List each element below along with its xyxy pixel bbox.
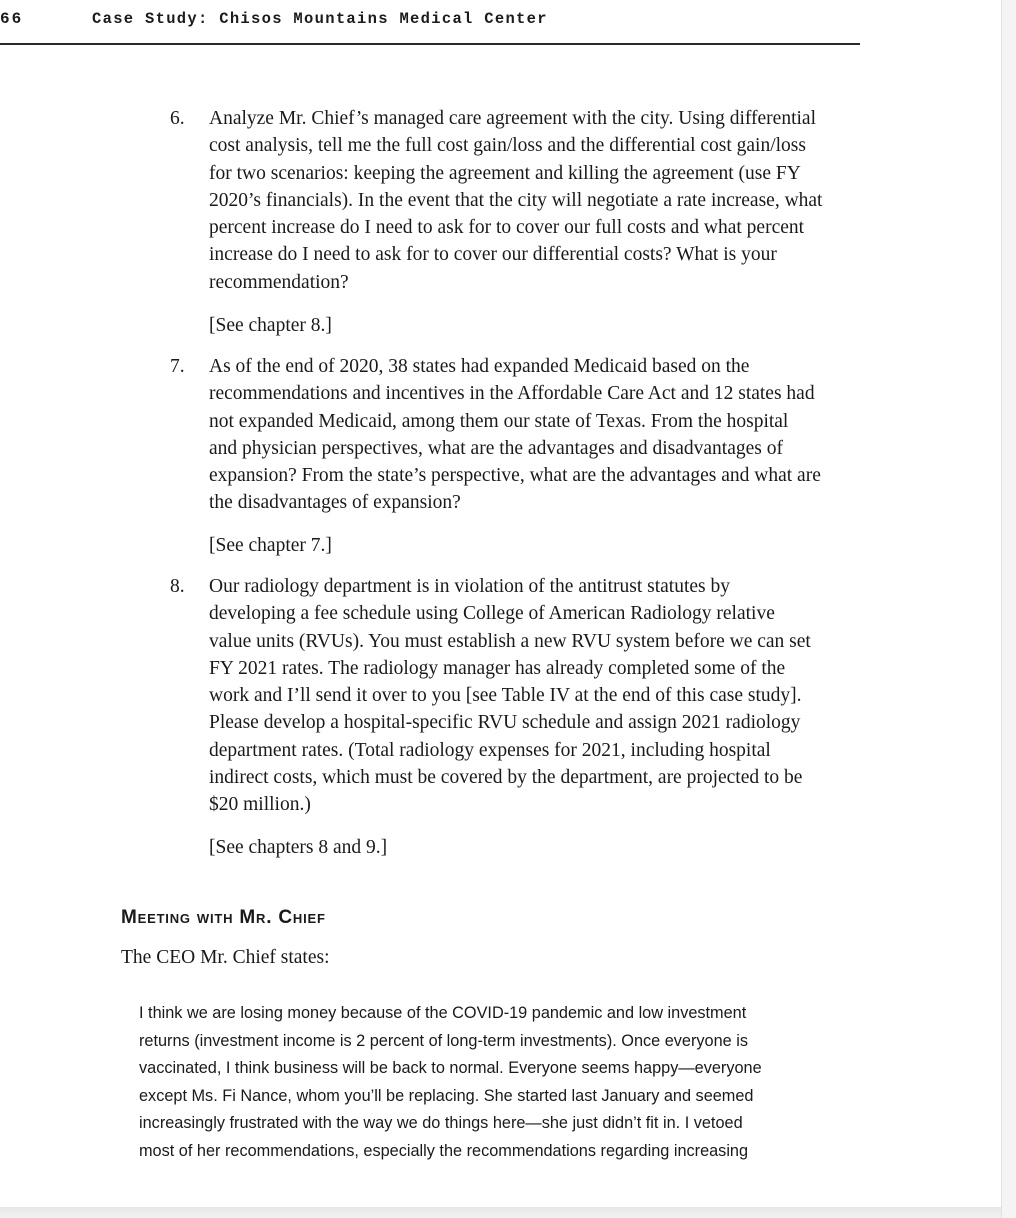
section-heading — [121, 907, 326, 929]
page-bottom-edge — [0, 1207, 1001, 1218]
question-8-reference: [See chapters 8 and 9.] — [209, 837, 388, 858]
question-7-line: expansion? From the state’s perspective, what are the advantages and what are — [209, 465, 821, 487]
quote-line: most of her recommendations, especially the recommendations regarding increasing — [139, 1141, 749, 1160]
question-7-line: and physician perspectives, what are the advantages and disadvantages of — [209, 437, 783, 459]
question-8-line: department rates. (Total radiology expenses for 2021, including hospital — [209, 739, 771, 761]
quote-line: I think we are losing money because of the COVID-19 pandemic and low investment — [139, 1004, 747, 1022]
question-8-line: indirect costs, which must be covered by the department, are projected to be — [209, 767, 803, 789]
question-7-reference: [See chapter 7.] — [209, 535, 332, 556]
question-6-reference: [See chapter 8.] — [209, 315, 332, 336]
question-8-text — [209, 573, 869, 819]
question-7-line: As of the end of 2020, 38 states had expanded Medicaid based on the — [209, 356, 750, 377]
header-divider — [0, 43, 860, 45]
question-7-line: the disadvantages of expansion? — [209, 492, 461, 514]
question-7-text — [209, 353, 869, 517]
question-6-text — [209, 105, 869, 296]
question-6-line: Analyze Mr. Chief’s managed care agreement with the city. Using differential — [209, 108, 816, 129]
question-6-number: 6. — [170, 108, 185, 129]
section-heading-text: Meeting with Mr. Chief — [121, 907, 326, 928]
question-6-line: recommendation? — [209, 271, 349, 293]
quote-line: vaccinated, I think business will be back to normal. Everyone seems happy—everyone — [139, 1059, 762, 1078]
running-header-title: Case Study: Chisos Mountains Medical Center — [92, 10, 548, 28]
question-8-line: $20 million.) — [209, 794, 311, 816]
section-intro: The CEO Mr. Chief states: — [121, 947, 330, 968]
quote-line: increasingly frustrated with the way we do things here—she just didn’t fit in. I vetoed — [139, 1114, 743, 1133]
question-6-line: 2020’s financials). In the event that the city will negotiate a rate increase, what — [209, 189, 823, 211]
question-6-line: percent increase do I need to ask for to cover our full costs and what percent — [209, 217, 805, 239]
question-8-line: work and I’ll send it over to you [see Table IV at the end of this case study]. — [209, 685, 802, 707]
question-6-line: increase do I need to ask for to cover our differential costs? What is your — [209, 244, 777, 266]
question-8-line: FY 2021 rates. The radiology manager has already completed some of the — [209, 657, 786, 679]
ceo-quote — [139, 1000, 859, 1166]
question-7-line: not expanded Medicaid, among them our state of Texas. From the hospital — [209, 410, 789, 432]
question-8-line: Our radiology department is in violation of the antitrust statutes by — [209, 576, 730, 597]
question-7-line: recommendations and incentives in the Affordable Care Act and 12 states had — [209, 383, 815, 405]
quote-line: except Ms. Fi Nance, whom you’ll be replacing. She started last January and seemed — [139, 1086, 754, 1105]
page-number: 66 — [0, 10, 24, 28]
question-8-line: developing a fee schedule using College of American Radiology relative — [209, 603, 775, 625]
question-7-number: 7. — [170, 356, 185, 377]
viewer-scroll-gutter[interactable] — [1001, 0, 1016, 1218]
question-8-number: 8. — [170, 576, 185, 597]
question-6-line: cost analysis, tell me the full cost gain/loss and the differential cost gain/loss — [209, 135, 806, 157]
question-6-line: for two scenarios: keeping the agreement and killing the agreement (use FY — [209, 162, 801, 184]
question-8-line: value units (RVUs). You must establish a new RVU system before we can set — [209, 630, 811, 652]
quote-line: returns (investment income is 2 percent of long-term investments). Once everyone is — [139, 1031, 748, 1050]
question-8-line: Please develop a hospital-specific RVU schedule and assign 2021 radiology — [209, 712, 801, 734]
